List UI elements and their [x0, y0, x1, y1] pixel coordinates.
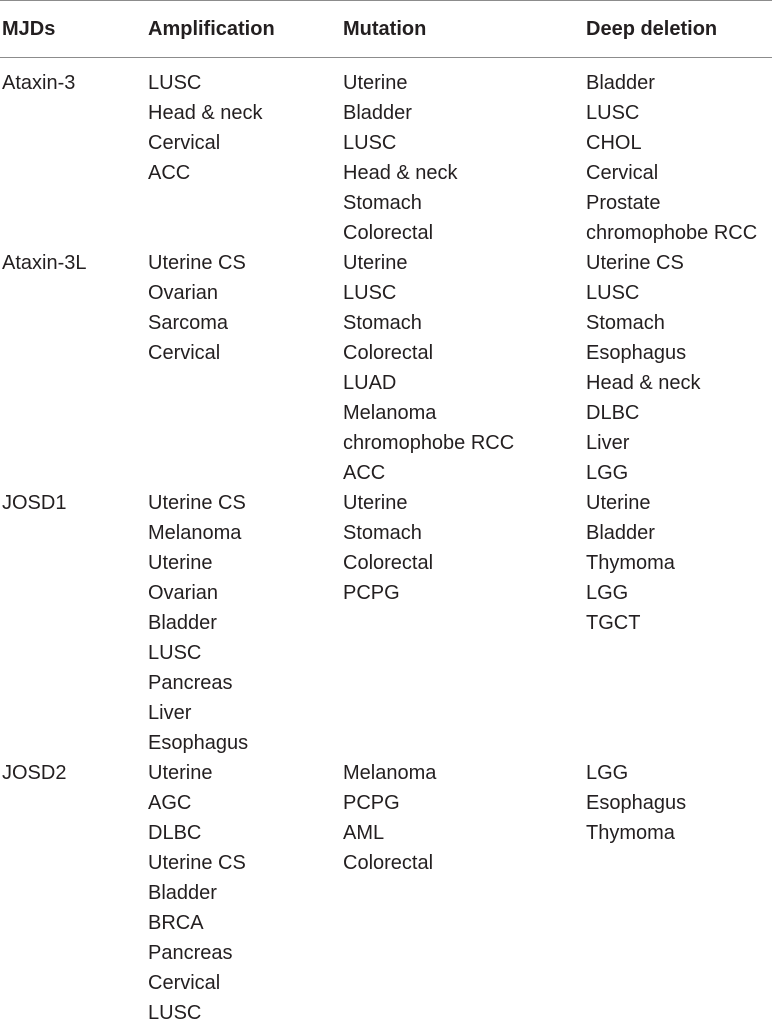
amplification-cell [148, 758, 246, 1028]
cancer-type: LUSC [148, 642, 202, 664]
cancer-type: Bladder [148, 882, 217, 904]
cancer-type: ACC [343, 462, 386, 484]
cancer-type: Stomach [343, 522, 422, 544]
cancer-type: Cervical [148, 342, 221, 364]
cancer-type: LUSC [148, 1002, 202, 1024]
cancer-type: Uterine [148, 552, 213, 574]
header-amplification: Amplification [148, 18, 275, 40]
cancer-type: BRCA [148, 912, 204, 934]
cancer-type: LUAD [343, 372, 397, 394]
table-header [0, 0, 772, 57]
cancer-type: LUSC [343, 282, 397, 304]
cancer-type: Thymoma [586, 822, 675, 844]
cancer-type: Cervical [148, 972, 221, 994]
cancer-type: Colorectal [343, 342, 434, 364]
cancer-type: AML [343, 822, 385, 844]
cancer-type: Colorectal [343, 852, 434, 874]
cancer-type: DLBC [586, 402, 640, 424]
cancer-type: Stomach [343, 312, 422, 334]
mutation-cell [343, 68, 458, 248]
table-body [0, 68, 772, 1028]
cancer-type: LGG [586, 762, 629, 784]
cancer-type: PCPG [343, 792, 400, 814]
mutation-cell [343, 488, 433, 608]
cancer-type: LUSC [586, 102, 640, 124]
amplification-cell [148, 248, 246, 368]
header-mutation: Mutation [343, 18, 427, 40]
deep-deletion-cell [586, 68, 757, 248]
cancer-type: Colorectal [343, 222, 434, 244]
mjd-name-cell [2, 488, 66, 518]
cancer-type: Uterine CS [148, 252, 246, 274]
mjd-name: Ataxin-3 [2, 72, 76, 94]
mjd-name: Ataxin-3L [2, 252, 87, 274]
cancer-type: Melanoma [343, 762, 437, 784]
amplification-cell [148, 68, 263, 188]
cancer-type: Ovarian [148, 582, 219, 604]
cancer-type: Uterine [343, 252, 408, 274]
cancer-type: Uterine CS [148, 852, 246, 874]
cancer-type: Head & neck [148, 102, 263, 124]
mjd-name: JOSD2 [2, 762, 67, 784]
header-deep-deletion: Deep deletion [586, 18, 718, 40]
cancer-type: chromophobe RCC [586, 222, 758, 244]
cancer-type: Uterine CS [586, 252, 684, 274]
cancer-type: Bladder [148, 612, 217, 634]
table-row [0, 248, 772, 488]
mjd-name: JOSD1 [2, 492, 67, 514]
cancer-type: Liver [586, 432, 630, 454]
cancer-type: LUSC [343, 132, 397, 154]
table-row [0, 758, 772, 1028]
mutation-cell [343, 758, 436, 878]
cancer-type: Bladder [586, 72, 655, 94]
cancer-type: Colorectal [343, 552, 434, 574]
cancer-type: Ovarian [148, 282, 219, 304]
cancer-type: Uterine [343, 72, 408, 94]
mjd-name-cell [2, 758, 66, 788]
cancer-type: Prostate [586, 192, 661, 214]
cancer-type: Head & neck [343, 162, 458, 184]
cancer-type: Uterine [343, 492, 408, 514]
mutation-cell [343, 248, 514, 488]
cancer-type: Melanoma [343, 402, 437, 424]
cancer-type: Bladder [343, 102, 412, 124]
cancer-type: PCPG [343, 582, 400, 604]
cancer-type: LGG [586, 462, 629, 484]
cancer-type: Stomach [343, 192, 422, 214]
cancer-type: Bladder [586, 522, 655, 544]
cancer-type: TGCT [586, 612, 641, 634]
cancer-type: LUSC [148, 72, 202, 94]
deep-deletion-cell [586, 758, 686, 848]
mjd-name-cell [2, 248, 87, 278]
cancer-type: Esophagus [586, 792, 687, 814]
header-mjds: MJDs [2, 18, 56, 40]
cancer-type: Pancreas [148, 942, 233, 964]
cancer-type: Cervical [586, 162, 659, 184]
cancer-type: Uterine [148, 762, 213, 784]
cancer-type: Stomach [586, 312, 665, 334]
cancer-type: chromophobe RCC [343, 432, 515, 454]
deep-deletion-cell [586, 488, 675, 638]
cancer-type: Esophagus [148, 732, 249, 754]
cancer-type: Esophagus [586, 342, 687, 364]
cancer-type: Liver [148, 702, 192, 724]
cancer-type: AGC [148, 792, 192, 814]
mjd-name-cell [2, 68, 75, 98]
cancer-type: CHOL [586, 132, 642, 154]
cancer-type: Cervical [148, 132, 221, 154]
cancer-type: LUSC [586, 282, 640, 304]
amplification-cell [148, 488, 248, 758]
cancer-type: ACC [148, 162, 191, 184]
cancer-type: LGG [586, 582, 629, 604]
table-header-rule [0, 57, 772, 58]
cancer-type: Pancreas [148, 672, 233, 694]
table-row [0, 488, 772, 758]
cancer-type: Uterine [586, 492, 651, 514]
cancer-type: Thymoma [586, 552, 675, 574]
cancer-type: Head & neck [586, 372, 701, 394]
cancer-type: Uterine CS [148, 492, 246, 514]
cancer-type: Melanoma [148, 522, 242, 544]
deep-deletion-cell [586, 248, 701, 488]
table-row [0, 68, 772, 248]
cancer-type: Sarcoma [148, 312, 229, 334]
cancer-type: DLBC [148, 822, 202, 844]
